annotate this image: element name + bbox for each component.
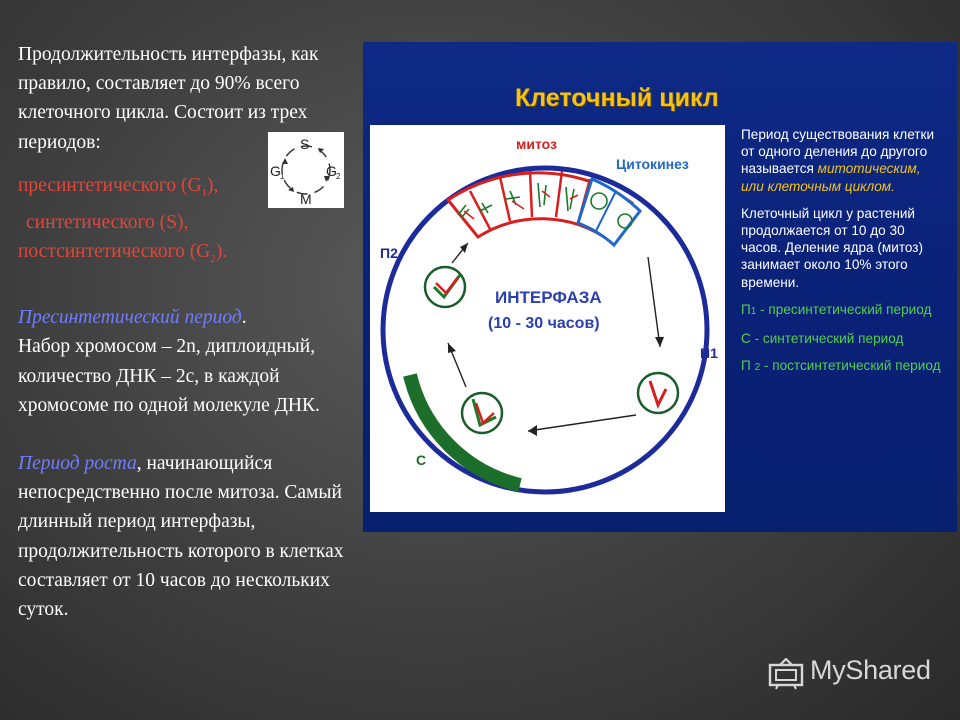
- presynthetic-text: Набор хромосом – 2n, диплоидный, количество ДНК – 2с, в каждой хромосоме по одной молекуле ДНК.: [18, 336, 320, 416]
- mitosis-label: митоз: [516, 136, 557, 152]
- ring-g1-label: G: [270, 163, 281, 179]
- side-legend-p1: [741, 301, 946, 320]
- cytokinesis-band: [578, 179, 640, 245]
- ring-g1-sub: 1: [280, 172, 285, 181]
- legend-p2-sub: 2: [754, 362, 761, 374]
- cytokinesis-label: Цитокинез: [616, 156, 689, 172]
- cell-s: [462, 393, 502, 433]
- side-p1-text: Период существования клетки от одного деления до другого называется: [741, 127, 935, 177]
- cell-cycle-diagram: [370, 125, 725, 512]
- side-paragraph-1: [741, 126, 946, 195]
- ring-icon-svg: [268, 132, 344, 208]
- growth-title: Период роста: [18, 453, 137, 475]
- intro-paragraph: Продолжительность интерфазы, как правило, составляет до 90% всего клеточного цикла. Состоит из трех периодов:: [18, 44, 319, 153]
- interphase-hours: (10 - 30 часов): [488, 315, 600, 332]
- legend-p1-b: - пресинтетический период: [756, 301, 932, 317]
- cell-cycle-ring-icon: [268, 132, 344, 208]
- diagram-svg: [370, 125, 725, 512]
- period-g1-end: ),: [207, 174, 219, 196]
- ring-m-label: M: [300, 191, 312, 207]
- ring-s-label: S: [300, 136, 310, 152]
- side-legend-s: С - синтетический период: [741, 331, 904, 347]
- side-paragraph-2: Клеточный цикл у растений продолжается от 10 до 30 часов. Деление ядра (митоз) занимает около 10% этого времени.: [741, 205, 924, 290]
- period-g1-text: пресинтетического (G: [18, 174, 202, 196]
- cell-p1: [638, 373, 678, 413]
- period-s: синтетического (S),: [26, 211, 189, 233]
- presynthetic-dot: .: [241, 307, 247, 329]
- interphase-label: ИНТЕРФАЗА: [495, 288, 602, 307]
- p2-label: П2: [380, 245, 398, 261]
- c-label: С: [416, 452, 427, 468]
- legend-p2-a: П: [741, 358, 755, 374]
- figure-title: Клеточный цикл: [515, 84, 719, 112]
- period-g1-sub: 1: [201, 186, 208, 199]
- legend-p1-a: П: [741, 301, 751, 317]
- watermark: [768, 655, 931, 686]
- presynthetic-title: Пресинтетический период: [18, 307, 242, 329]
- period-g2-text: постсинтетического (G: [18, 241, 211, 263]
- growth-text: , начинающийся непосредственно после митоза. Самый длинный период интерфазы, продолжительность которого в клетках составляет от 10 часов до нескольких суток.: [18, 453, 344, 621]
- side-legend-p2: [741, 357, 946, 376]
- watermark-text: MyShared: [810, 655, 931, 685]
- presynthetic-paragraph: [18, 303, 363, 420]
- legend-p2-b: - постсинтетический период: [760, 358, 941, 374]
- ring-g2-sub: 2: [336, 172, 341, 181]
- period-g2: [18, 237, 363, 274]
- legend-p1-sub: 1: [750, 305, 757, 317]
- period-g2-end: ).: [215, 241, 228, 263]
- cell-p2: [425, 267, 465, 307]
- p1-label: П1: [700, 345, 718, 361]
- slide-text: [18, 40, 363, 624]
- period-g2-sub: 2: [210, 253, 216, 265]
- ring-g2-label: G: [326, 163, 337, 179]
- growth-paragraph: [18, 449, 363, 624]
- figure-side-text: [741, 126, 946, 386]
- side-p1-highlight: митотическим, или клеточным циклом.: [741, 161, 921, 194]
